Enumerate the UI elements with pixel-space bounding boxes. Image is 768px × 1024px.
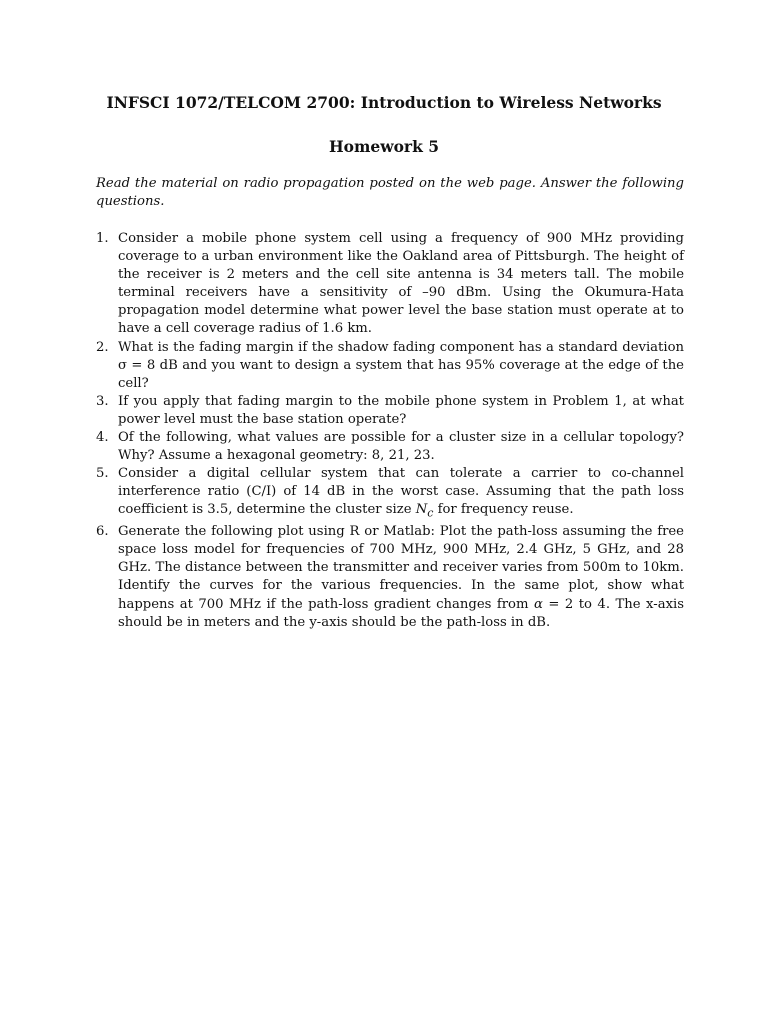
question-text-before: Consider a digital cellular system that can tolerate a carrier to co-channel interference ratio (C/I) of 14 dB in the worst case. Assuming that the path loss coefficient is 3.5, determine the cluster size [118, 466, 684, 518]
question-item-4 [96, 429, 684, 465]
question-text: Of the following, what values are possible for a cluster size in a cellular topology? Why? Assume a hexagonal geometry: 8, 21, 23. [118, 430, 684, 464]
question-item-2 [96, 339, 684, 393]
question-text-after: for frequency reuse. [433, 502, 574, 518]
course-title: INFSCI 1072/TELCOM 2700: Introduction to Wireless Networks [106, 93, 662, 112]
question-text: If you apply that fading margin to the mobile phone system in Problem 1, at what power level must the base station operate? [118, 393, 684, 427]
question-item-5 [96, 465, 684, 523]
question-number: 4. [96, 430, 109, 446]
alpha-symbol: α [533, 596, 543, 612]
question-number: 2. [96, 339, 109, 355]
question-text: Consider a mobile phone system cell using a frequency of 900 MHz providing coverage to a urban environment like the Oakland area of Pittsburgh. The height of the receiver is 2 meters and the cell site antenna is 34 meters tall. The mobile terminal receivers have a sensitivity of –90 dBm. Using the Okumura-Hata propagation model determine what power level the base station must operate at to have a cell coverage radius of 1.6 km. [118, 231, 684, 337]
question-text-after: = 2 to 4. The x-axis should be in meters and the y-axis should be the path-loss in dB. [118, 596, 684, 630]
instructions-paragraph: Read the material on radio propagation posted on the web page. Answer the following questions. [96, 176, 684, 209]
question-number: 3. [96, 393, 109, 409]
question-text: What is the fading margin if the shadow fading component has a standard deviation σ = 8 dB and you want to design a system that has 95% coverage at the edge of the cell? [118, 339, 684, 391]
question-number: 5. [96, 466, 109, 482]
question-text-before: Generate the following plot using R or Matlab: Plot the path-loss assuming the free space loss model for frequencies of 700 MHz, 900 MHz, 2.4 GHz, 5 GHz, and 28 GHz. The distance between the transmitter and receiver varies from 500m to 10km. Identify the curves for the various frequencies. In the same plot, show what happens at 700 MHz if the path-loss gradient changes from [118, 524, 684, 612]
question-text [118, 523, 684, 632]
question-number: 6. [96, 524, 109, 540]
cluster-size-variable: N [415, 502, 428, 518]
homework-title: Homework 5 [328, 137, 439, 156]
cluster-size-subscript: c [427, 507, 434, 521]
question-number: 1. [96, 231, 109, 246]
question-item-6 [96, 523, 684, 632]
question-item-1 [96, 230, 684, 339]
question-item-3 [96, 393, 684, 429]
question-list [96, 230, 684, 632]
question-text [118, 465, 684, 523]
